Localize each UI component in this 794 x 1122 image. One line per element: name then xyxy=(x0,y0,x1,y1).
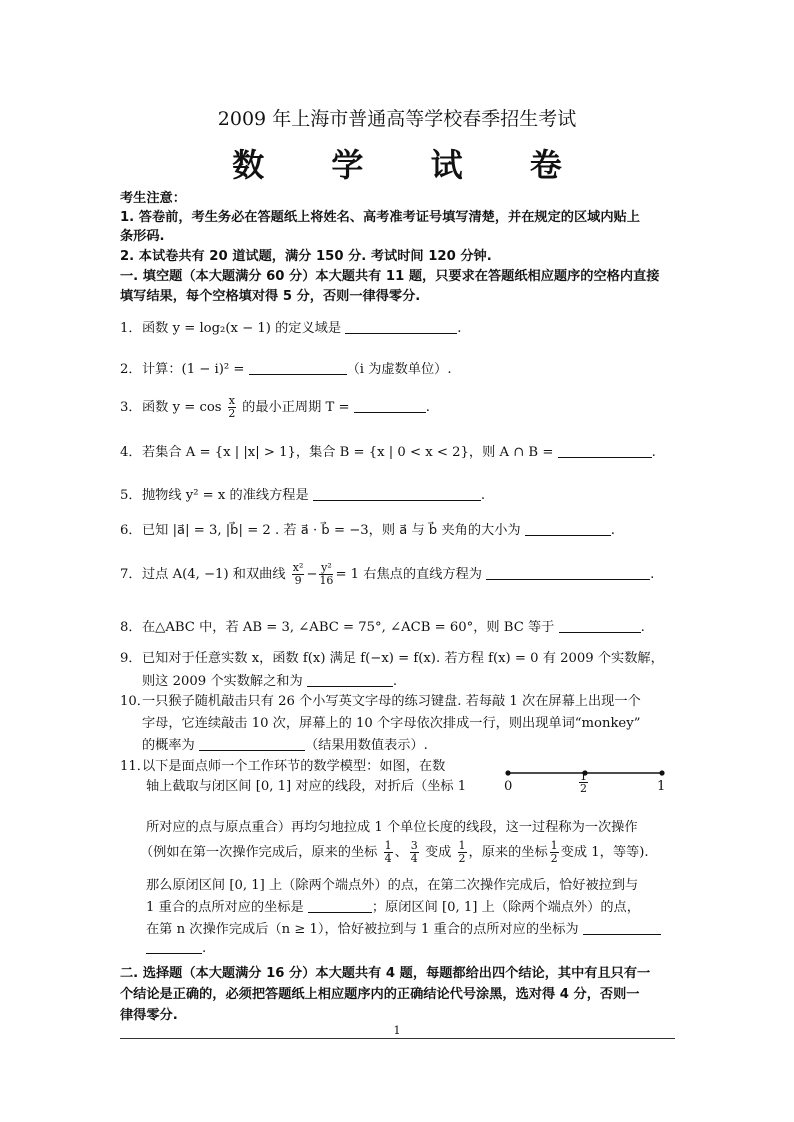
answer-blank[interactable] xyxy=(199,737,305,751)
question-1 xyxy=(120,317,461,336)
question-9 xyxy=(120,647,664,666)
point-0 xyxy=(505,770,510,775)
question-text-mid: 的最小正周期 T = xyxy=(242,400,350,415)
answer-blank[interactable] xyxy=(308,899,372,913)
question-3 xyxy=(120,395,430,420)
question-text: （例如在第一次操作完成后，原来的坐标 xyxy=(140,845,378,860)
section2-line-3: 律得零分. xyxy=(120,1008,178,1023)
answer-blank[interactable] xyxy=(559,619,641,633)
answer-blank[interactable] xyxy=(345,320,457,334)
question-text: 则这 2009 个实数解之和为 xyxy=(142,674,303,689)
section1-line-1: 一. 填空题（本大题满分 60 分）本大题共有 11 题，只要求在答题纸相应题序的空格内直接 xyxy=(120,269,660,284)
question-number: 3． xyxy=(120,400,142,415)
question-10-line-2: 字母，它连续敲击 10 次，屏幕上的 10 个字母依次排成一行，则出现单词“monkey” xyxy=(142,716,641,731)
exam-subtitle: 数 学 试 卷 xyxy=(232,146,590,184)
question-9-line-2 xyxy=(142,670,397,689)
numerator: 3 xyxy=(410,839,418,852)
question-number: 8． xyxy=(120,620,142,635)
number-line-figure xyxy=(500,760,680,800)
question-11-line-3: 所对应的点与原点重合）再均匀地拉成 1 个单位长度的线段，这一过程称为一次操作 xyxy=(146,820,638,835)
question-text-end: . xyxy=(480,488,486,503)
question-11-line-4 xyxy=(140,840,649,865)
question-text-mid: = 1 右焦点的直线方程为 xyxy=(335,567,482,582)
question-8 xyxy=(120,616,645,635)
question-11 xyxy=(120,755,445,774)
question-11-line-6 xyxy=(146,896,640,915)
fraction xyxy=(319,562,333,587)
question-number: 10． xyxy=(120,694,150,709)
question-10 xyxy=(120,690,641,709)
notice-line-1a: 1. 答卷前，考生务必在答题纸上将姓名、高考准考证号填写清楚，并在规定的区域内贴上 xyxy=(120,210,640,225)
question-text: 已知对于任意实数 x，函数 f(x) 满足 f(−x) = f(x). 若方程 f(x) = 0 有 2009 个实数解， xyxy=(142,651,664,666)
answer-blank[interactable] xyxy=(486,566,650,580)
question-text-end: . xyxy=(610,523,615,538)
notice-line-2: 2. 本试卷共有 20 道试题，满分 150 分. 考试时间 120 分钟. xyxy=(120,249,492,264)
question-number: 11． xyxy=(120,759,150,774)
denominator: 9 xyxy=(294,574,302,587)
numerator: x xyxy=(228,394,235,407)
numerator: x² xyxy=(292,561,304,574)
question-text-end: . xyxy=(457,321,462,336)
question-text-end: . xyxy=(202,941,207,956)
section2-line-1: 二. 选择题（本大题满分 16 分）本大题共有 4 题，每题都给出四个结论，其中有且只有一 xyxy=(120,966,651,981)
question-11-line-2: 轴上截取与闭区间 [0, 1] 对应的线段，对折后（坐标 1 xyxy=(146,779,467,794)
separator: 、 xyxy=(394,845,408,860)
question-number: 1． xyxy=(120,321,142,336)
numerator: y² xyxy=(321,561,332,574)
question-text: ；原闭区间 [0, 1] 上（除两个端点外）的点， xyxy=(371,900,640,915)
numerator: 1 xyxy=(384,839,392,852)
denominator: 16 xyxy=(319,574,334,587)
question-number: 2． xyxy=(120,362,142,377)
answer-blank[interactable] xyxy=(583,921,661,935)
question-text: 计算：(1 − i)² = xyxy=(142,362,245,377)
question-text: 抛物线 y² = x 的准线方程是 xyxy=(142,488,309,503)
answer-blank[interactable] xyxy=(307,673,393,687)
axis-label-1: 1 xyxy=(657,779,666,794)
question-11-line-7 xyxy=(146,918,661,937)
question-6 xyxy=(120,519,615,538)
question-text: 若集合 A = {x | |x| > 1}，集合 B = {x | 0 < x < 2}，则 A ∩ B = xyxy=(142,445,554,460)
question-text-end: （i 为虚数单位）. xyxy=(346,362,452,377)
question-text-end: . xyxy=(425,400,430,415)
answer-blank[interactable] xyxy=(558,444,652,458)
numerator: 1 xyxy=(550,839,558,852)
page-number: 1 xyxy=(393,1024,401,1037)
answer-blank[interactable] xyxy=(249,361,347,375)
question-text-end: . xyxy=(640,620,645,635)
fraction xyxy=(292,562,305,587)
question-number: 9． xyxy=(120,651,142,666)
section2-line-2: 个结论是正确的，必须把答题纸上相应题序内的正确结论代号涂黑，选对得 4 分，否则一 xyxy=(120,987,640,1002)
question-5 xyxy=(120,484,485,503)
denominator: 4 xyxy=(410,852,418,865)
question-text: 在△ABC 中，若 AB = 3, ∠ABC = 75°, ∠ACB = 60°，则 BC 等于 xyxy=(142,620,555,635)
answer-blank[interactable] xyxy=(354,399,426,413)
exam-title: 2009 年上海市普通高等学校春季招生考试 xyxy=(217,108,577,130)
question-text: 一只猴子随机敲击只有 26 个小写英文字母的练习键盘. 若每敲 1 次在屏幕上出现一个 xyxy=(142,694,641,709)
axis-label-0: 0 xyxy=(504,779,513,794)
numerator: 1 xyxy=(580,770,587,783)
question-text-end: . xyxy=(392,674,398,689)
question-text: 已知 |a⃗| = 3, |b⃗| = 2 . 若 a⃗ · b⃗ = −3，则 a⃗ 与 b⃗ 夹角的大小为 xyxy=(142,523,521,538)
axis-label-half xyxy=(579,771,588,794)
question-text-end: . xyxy=(650,567,655,582)
fraction xyxy=(550,840,559,865)
denominator: 4 xyxy=(384,852,392,865)
answer-blank[interactable] xyxy=(313,487,481,501)
section1-line-2: 填写结果，每个空格填对得 5 分，否则一律得零分. xyxy=(120,289,421,304)
notice-line-1b: 条形码. xyxy=(120,229,165,244)
answer-blank-continued[interactable] xyxy=(146,940,202,954)
question-number: 6． xyxy=(120,523,142,538)
question-11-line-5: 那么原闭区间 [0, 1] 上（除两个端点外）的点，在第二次操作完成后，恰好被拉到与 xyxy=(146,878,639,893)
question-number: 4． xyxy=(120,445,142,460)
denominator: 2 xyxy=(228,407,236,420)
question-text: 变成 1，等等). xyxy=(560,845,649,860)
question-text-end: . xyxy=(651,445,656,460)
denominator: 2 xyxy=(580,782,587,795)
question-7 xyxy=(120,562,654,587)
question-text: 函数 y = cos xyxy=(142,400,222,415)
question-text: 在第 n 次操作完成后（n ≥ 1），恰好被拉到与 1 重合的点所对应的坐标为 xyxy=(146,922,579,937)
question-11-line-8 xyxy=(146,940,206,956)
fraction xyxy=(384,840,393,865)
question-text: 变成 xyxy=(424,845,452,860)
fraction xyxy=(410,840,419,865)
question-text: 的概率为 xyxy=(142,738,195,753)
question-text: ，原来的坐标 xyxy=(468,845,548,860)
question-text: 过点 A(4, −1) 和双曲线 xyxy=(142,567,286,582)
fraction xyxy=(228,395,236,420)
denominator: 2 xyxy=(458,852,466,865)
question-number: 7． xyxy=(120,567,142,582)
answer-blank[interactable] xyxy=(525,522,611,536)
question-text: 以下是面点师一个工作环节的数学模型：如图，在数 xyxy=(142,759,446,774)
point-1 xyxy=(659,770,664,775)
question-number: 5． xyxy=(120,488,142,503)
question-2 xyxy=(120,358,452,377)
fraction xyxy=(458,840,467,865)
question-text-end: （结果用数值表示）. xyxy=(304,738,428,753)
numerator: 1 xyxy=(458,839,466,852)
question-10-line-3 xyxy=(142,734,428,753)
question-text: 函数 y = log₂(x − 1) 的定义域是 xyxy=(142,321,342,336)
notice-heading: 考生注意： xyxy=(120,191,186,206)
minus-sign: − xyxy=(306,567,318,582)
question-4 xyxy=(120,441,656,460)
question-text: 1 重合的点所对应的坐标是 xyxy=(146,900,304,915)
footer-rule xyxy=(120,1038,675,1039)
denominator: 2 xyxy=(550,852,558,865)
